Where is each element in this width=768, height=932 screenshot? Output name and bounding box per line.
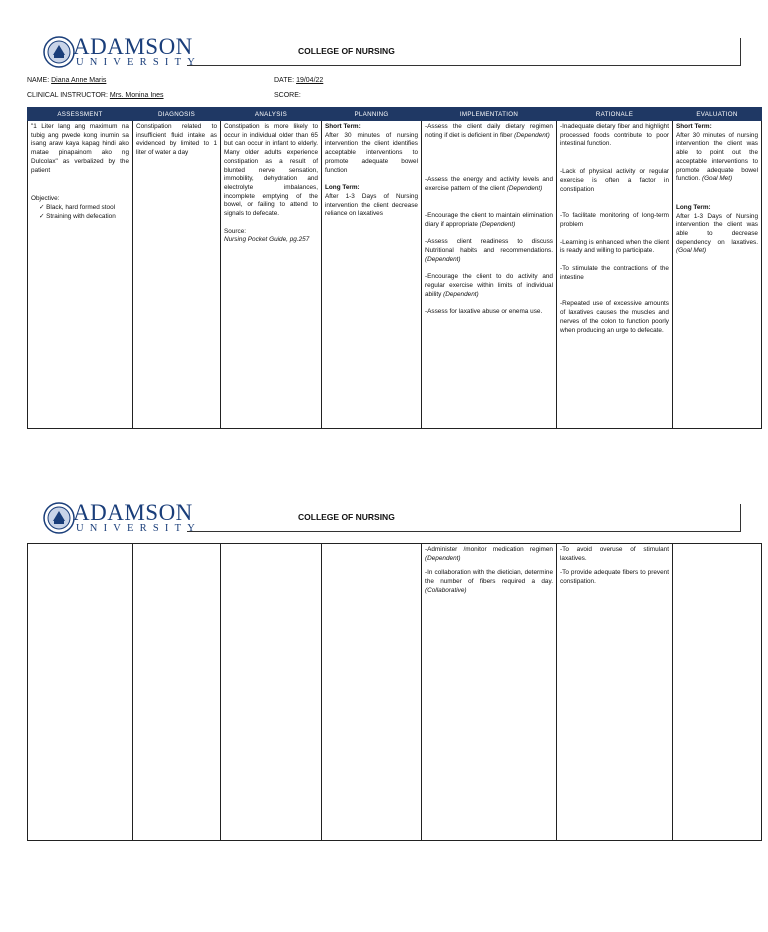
planning-cell: [322, 121, 422, 429]
eval-short-term-label: Short Term:: [676, 123, 712, 130]
list-item: -Assess the client daily dietary regimen noting if diet is deficient in fiber (Dependent): [425, 123, 553, 139]
date-label: DATE:: [274, 77, 295, 84]
diagnosis-cell: [133, 121, 221, 429]
date-value: 19/04/22: [296, 77, 324, 84]
logo-wordmark: ADAMSON: [73, 34, 193, 59]
list-item: -To stimulate the contractions of the intestine: [560, 265, 669, 281]
score-label: SCORE:: [274, 92, 301, 99]
list-item: -Inadequate dietary fiber and highlight processed foods contribute to poor intestinal function.: [560, 123, 669, 148]
analysis-cell: [221, 121, 322, 429]
col-header-rationale: RATIONALE: [557, 108, 673, 121]
eval-long-term-text: After 1-3 Days of Nursing intervention the client was able to decrease dependency on laxatives. (Goal Met): [676, 212, 758, 255]
list-item: -Encourage the client to do activity and regular exercise within limits of individual ability (Dependent): [425, 273, 553, 298]
list-item: -Assess for laxative abuse or enema use.: [425, 308, 543, 316]
list-item: -To avoid overuse of stimulant laxatives.: [560, 546, 669, 562]
list-item: -In collaboration with the dietician, determine the number of fibers required a day. (Collaborative): [425, 569, 553, 594]
header-rule: [187, 531, 741, 532]
analysis-cell: [221, 544, 322, 841]
diagnosis-cell: [133, 544, 221, 841]
analysis-text: Constipation is more likely to occur in individual older than 65 but can occur in infant to elderly. Many older adults experience constipation as a result of blunted nerve sensation, immobility, dehydration and electrolyte imbalances, incomplete emptying of the bowel, or failing to attend to signals to defecate.: [224, 123, 318, 218]
logo-subtitle: UNIVERSITY: [76, 57, 201, 68]
table-row: [28, 121, 762, 429]
header-divider: [740, 504, 741, 532]
implementation-cell: [422, 121, 557, 429]
score-line: [274, 92, 301, 99]
col-header-implementation: IMPLEMENTATION: [422, 108, 557, 121]
eval-long-term-label: Long Term:: [676, 203, 711, 211]
list-item: -Assess the energy and activity levels and exercise pattern of the client (Dependent): [425, 176, 553, 193]
check-icon: ✓: [39, 212, 47, 220]
list-item: -Encourage the client to maintain elimination diary if appropriate (Dependent): [425, 211, 553, 228]
objective-item: ✓ Black, hard formed stool: [39, 203, 116, 211]
col-header-evaluation: EVALUATION: [673, 108, 762, 121]
check-icon: ✓: [39, 203, 47, 211]
short-term-text: After 30 minutes of nursing intervention the client identifies acceptable interventions to promote adequate bowel function: [325, 131, 418, 174]
objective-item: ✓ Straining with defecation: [39, 212, 116, 220]
long-term-label: Long Term:: [325, 184, 360, 192]
evaluation-cell: [673, 121, 762, 429]
list-item: -To facilitate monitoring of long-term problem: [560, 212, 669, 228]
university-seal-icon: [43, 502, 75, 534]
name-value: Diana Anne Maris: [51, 77, 107, 84]
assessment-cell: [28, 544, 133, 841]
university-logo: [43, 500, 201, 536]
instructor-value: Mrs. Monina Ines: [109, 92, 164, 99]
university-seal-icon: [43, 36, 75, 68]
rationale-cell: [557, 544, 673, 841]
subjective-text: "1 Liter lang ang maximum na tubig ang pwede kong inumin sa isang araw kaya kapag hindi ako matae pinapainom ako ng Dulcolax" as verbalized by the patient: [31, 123, 129, 174]
header-divider: [740, 38, 741, 66]
list-item: -Lack of physical activity or regular exercise is often a factor in constipation: [560, 168, 669, 193]
page1-header: [0, 36, 768, 76]
instructor-line: [27, 92, 164, 99]
name-line: [27, 77, 106, 84]
name-label: NAME:: [27, 77, 50, 84]
care-plan-table-page1: [27, 107, 762, 429]
evaluation-cell: [673, 544, 762, 841]
date-line: [274, 77, 323, 84]
col-header-planning: PLANNING: [322, 108, 422, 121]
instructor-label: CLINICAL INSTRUCTOR:: [27, 92, 108, 99]
objective-label: Objective:: [31, 195, 60, 203]
header-row: [28, 108, 762, 121]
list-item: -Assess client readiness to discuss Nutritional habits and recommendations. (Dependent): [425, 238, 553, 263]
university-logo: [43, 34, 201, 70]
list-item: -Learning is enhanced when the client is ready and willing to participate.: [560, 238, 669, 255]
page2-header: [0, 502, 768, 542]
source-label: Source:: [224, 227, 247, 235]
diagnosis-text: Constipation related to insufficient fluid intake as evidenced by limited to 1 liter of water a day: [136, 123, 217, 157]
long-term-text: After 1-3 Days of Nursing intervention the client decrease reliance on laxatives: [325, 192, 418, 218]
college-title: COLLEGE OF NURSING: [298, 46, 395, 56]
col-header-assessment: ASSESSMENT: [28, 108, 133, 121]
planning-cell: [322, 544, 422, 841]
implementation-cell: [422, 544, 557, 841]
col-header-diagnosis: DIAGNOSIS: [133, 108, 221, 121]
eval-short-term-text: After 30 minutes of nursing intervention the client was able to point out the acceptable interventions to promote adequate bowel function. (Goal Met): [676, 131, 758, 183]
source-value: Nursing Pocket Guide, pg.257: [224, 236, 310, 244]
list-item: -Repeated use of excessive amounts of laxatives causes the muscles and nerves of the colon to function poorly when producing an urge to defecate.: [560, 300, 669, 334]
list-item: -Administer /monitor medication regimen (Dependent): [425, 546, 553, 562]
short-term-label: Short Term:: [325, 123, 361, 130]
college-title: COLLEGE OF NURSING: [298, 512, 395, 522]
logo-subtitle: UNIVERSITY: [76, 523, 201, 534]
rationale-cell: [557, 121, 673, 429]
table-row: [28, 544, 762, 841]
list-item: -To provide adequate fibers to prevent constipation.: [560, 569, 669, 586]
header-rule: [187, 65, 741, 66]
logo-wordmark: ADAMSON: [73, 500, 193, 525]
care-plan-table-page2: [27, 543, 762, 841]
assessment-cell: [28, 121, 133, 429]
col-header-analysis: ANALYSIS: [221, 108, 322, 121]
